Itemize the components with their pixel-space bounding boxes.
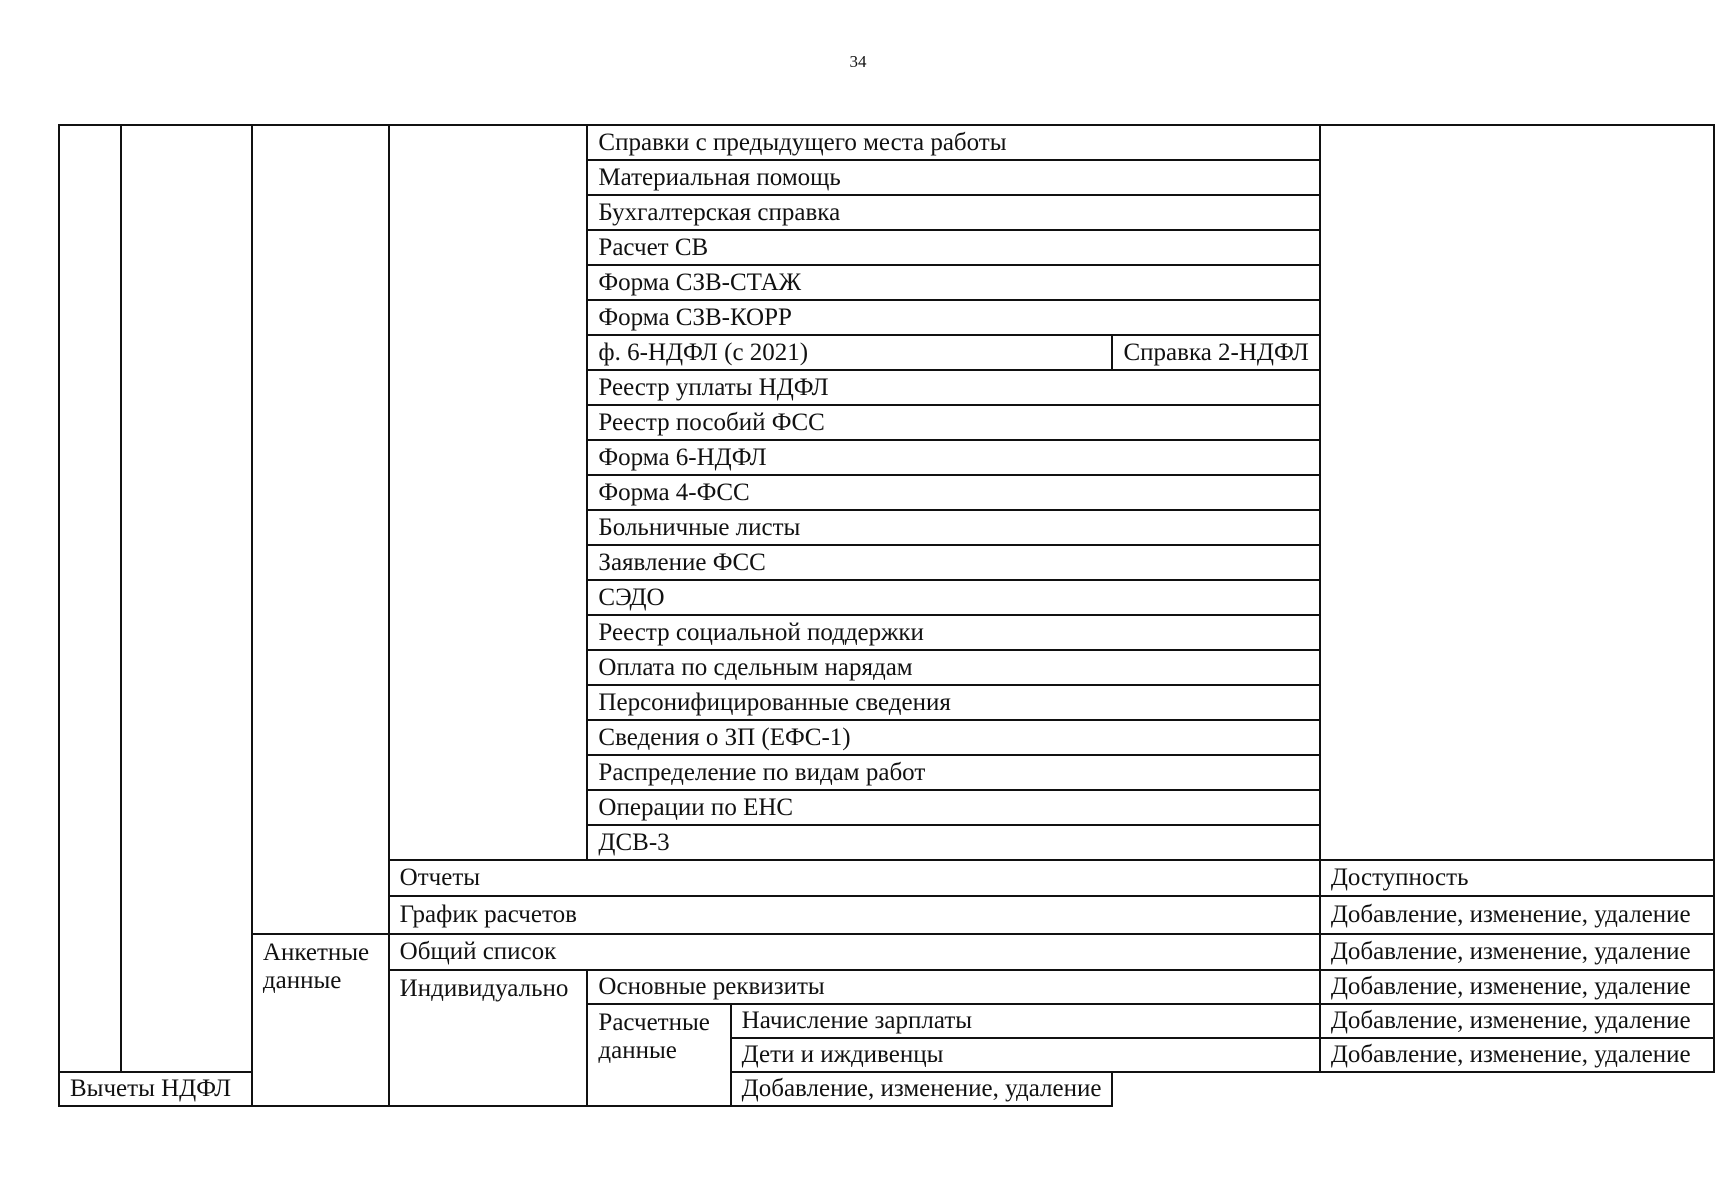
osnovnye-cell: Основные реквизиты — [587, 970, 1319, 1004]
report-item: Распределение по видам работ — [587, 755, 1319, 790]
vychety-cell: Вычеты НДФЛ — [59, 1072, 252, 1106]
report-item: Сведения о ЗП (ЕФС-1) — [587, 720, 1319, 755]
col3-cell — [252, 125, 389, 934]
rights-cell: Добавление, изменение, удаление — [1320, 896, 1714, 934]
otchety-cell: Отчеты — [389, 860, 1320, 896]
report-item-2ndfl: Справка 2-НДФЛ — [1112, 335, 1319, 370]
col1-cell — [59, 125, 121, 1072]
report-item: Оплата по сдельным нарядам — [587, 650, 1319, 685]
report-item: Заявление ФСС — [587, 545, 1319, 580]
rights-cell: Добавление, изменение, удаление — [1320, 1038, 1714, 1072]
report-item: Бухгалтерская справка — [587, 195, 1319, 230]
obshchiy-spisok-cell: Общий список — [389, 934, 1320, 970]
report-item: ДСВ-3 — [587, 825, 1319, 860]
col2-cell — [121, 125, 252, 1072]
grafik-cell: График расчетов — [389, 896, 1320, 934]
raschetnye-cell: Расчетные данные — [587, 1004, 730, 1106]
report-item: Реестр уплаты НДФЛ — [587, 370, 1319, 405]
report-item: Материальная помощь — [587, 160, 1319, 195]
report-item: Персонифицированные сведения — [587, 685, 1319, 720]
report-item: Форма СЗВ-КОРР — [587, 300, 1319, 335]
rights-cell: Добавление, изменение, удаление — [1320, 1004, 1714, 1038]
report-item: СЭДО — [587, 580, 1319, 615]
rights-empty-cell — [1320, 125, 1714, 860]
report-item: ф. 6-НДФЛ (с 2021) — [587, 335, 1112, 370]
table-row — [59, 934, 1714, 970]
nachislenie-cell: Начисление зарплаты — [731, 1004, 1320, 1038]
report-item: Форма 6-НДФЛ — [587, 440, 1319, 475]
individualno-cell: Индивидуально — [389, 970, 588, 1106]
deti-cell: Дети и иждивенцы — [731, 1038, 1320, 1072]
report-item: Реестр социальной поддержки — [587, 615, 1319, 650]
rights-cell: Добавление, изменение, удаление — [1320, 934, 1714, 970]
report-item: Больничные листы — [587, 510, 1319, 545]
anketnye-cell: Анкетные данные — [252, 934, 389, 1106]
report-item: Реестр пособий ФСС — [587, 405, 1319, 440]
rights-cell: Добавление, изменение, удаление — [731, 1072, 1113, 1106]
access-rights-table — [58, 124, 1715, 1107]
report-item: Расчет СВ — [587, 230, 1319, 265]
report-item: Форма 4-ФСС — [587, 475, 1319, 510]
table-row — [59, 125, 1714, 160]
page-number: 34 — [849, 52, 867, 71]
col4-cell — [389, 125, 588, 860]
report-item: Форма СЗВ-СТАЖ — [587, 265, 1319, 300]
report-item: Справки с предыдущего места работы — [587, 125, 1319, 160]
report-item: Операции по ЕНС — [587, 790, 1319, 825]
rights-cell: Добавление, изменение, удаление — [1320, 970, 1714, 1004]
rights-cell: Доступность — [1320, 860, 1714, 896]
